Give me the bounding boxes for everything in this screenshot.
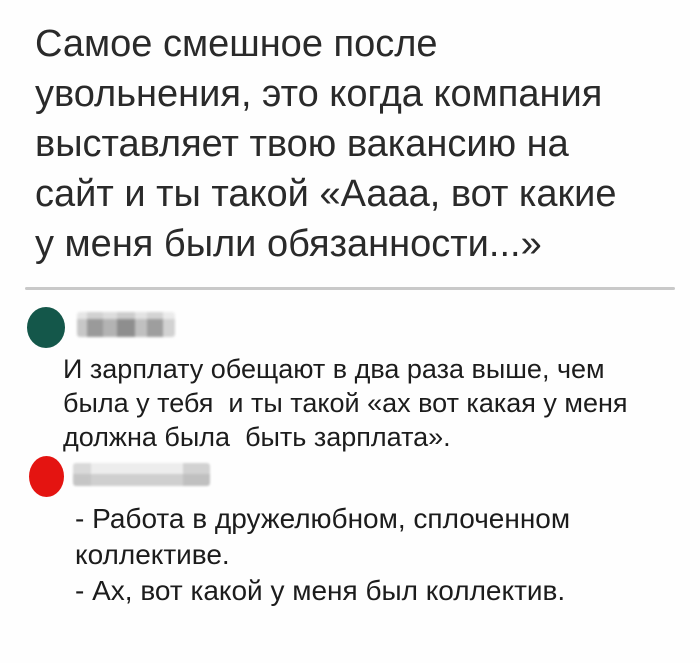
comment-2-text — [75, 501, 570, 609]
post-text-line: сайт и ты такой «Аааа, вот какие — [35, 173, 617, 215]
post-text-line: выставляет твою вакансию на — [35, 123, 569, 165]
post-text — [35, 19, 617, 269]
post-text-line: у меня были обязанности...» — [35, 223, 542, 265]
post-text-line: Самое смешное после — [35, 23, 438, 65]
comment-1-text-line: И зарплату обещают в два раза выше, чем — [63, 354, 605, 384]
comment-2-text-line: - Ах, вот какой у меня был коллектив. — [75, 575, 566, 606]
comment-1-avatar-icon[interactable] — [27, 307, 65, 348]
comment-2-text-line: - Работа в дружелюбном, сплоченном — [75, 503, 571, 534]
post-comments-divider — [25, 287, 675, 290]
comment-2-username-blurred[interactable] — [73, 463, 210, 486]
post-text-line: увольнения, это когда компания — [35, 73, 603, 115]
comment-2-avatar-icon[interactable] — [29, 456, 64, 497]
comment-1-username-blurred[interactable] — [77, 312, 175, 337]
comment-2-text-line: коллективе. — [75, 539, 230, 570]
comment-1-text-line: должна была быть зарплата». — [63, 422, 451, 452]
comment-1-text — [63, 352, 628, 454]
comment-1-text-line: была у тебя и ты такой «ах вот какая у меня — [63, 388, 628, 418]
